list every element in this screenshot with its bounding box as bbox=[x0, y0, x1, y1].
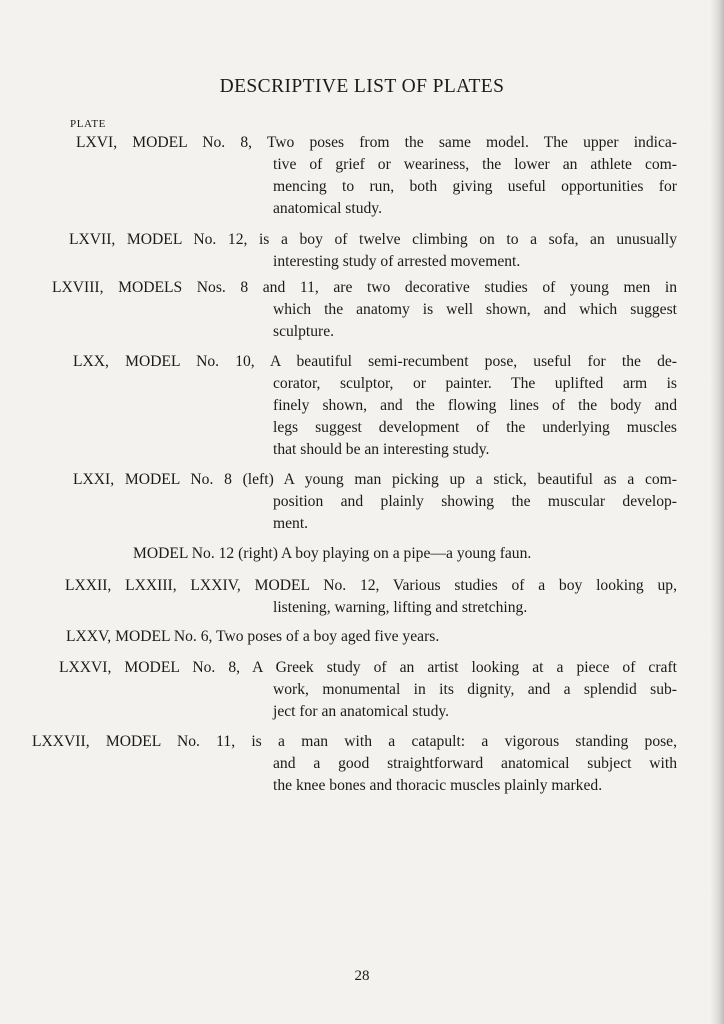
entry-lxx-line-4: legs suggest development of the underlying muscles bbox=[273, 419, 677, 436]
entry-lxxvii-line-1: LXXVII, MODEL No. 11, is a man with a catapult: a vigorous standing pose, bbox=[32, 733, 677, 750]
entry-lxvii-line-2: interesting study of arrested movement. bbox=[273, 253, 521, 270]
entry-lxvi-line-3: mencing to run, both giving useful opportunities for bbox=[273, 178, 677, 195]
entry-lxxii-line-2: listening, warning, lifting and stretching. bbox=[273, 599, 528, 616]
entry-lxxvi-line-1: LXXVI, MODEL No. 8, A Greek study of an artist looking at a piece of craft bbox=[59, 659, 677, 676]
page-number: 28 bbox=[354, 968, 370, 984]
entry-lxxvi-line-2: work, monumental in its dignity, and a splendid sub- bbox=[273, 681, 677, 698]
entry-lxxvi-line-3: ject for an anatomical study. bbox=[273, 703, 450, 720]
entry-lxxv-line-1: LXXV, MODEL No. 6, Two poses of a boy aged five years. bbox=[66, 628, 440, 645]
entry-lxxvii-line-3: the knee bones and thoracic muscles plainly marked. bbox=[273, 777, 603, 794]
page-edge-shadow bbox=[710, 0, 724, 1024]
entry-lxx-line-3: finely shown, and the flowing lines of the body and bbox=[273, 397, 677, 414]
entry-lxx-line-1: LXX, MODEL No. 10, A beautiful semi-recumbent pose, useful for the de- bbox=[73, 353, 677, 370]
entry-lxvi-line-2: tive of grief or weariness, the lower an athlete com- bbox=[273, 156, 677, 173]
entry-lxvi-line-1: LXVI, MODEL No. 8, Two poses from the same model. The upper indica- bbox=[76, 134, 677, 151]
entry-lxviii-line-2: which the anatomy is well shown, and which suggest bbox=[273, 301, 677, 318]
entry-lxxii-line-1: LXXII, LXXIII, LXXIV, MODEL No. 12, Various studies of a boy looking up, bbox=[65, 577, 677, 594]
entry-lxxvii-line-2: and a good straightforward anatomical subject with bbox=[273, 755, 677, 772]
entry-lxx-line-2: corator, sculptor, or painter. The uplifted arm is bbox=[273, 375, 677, 392]
entry-lxxi-line-1: LXXI, MODEL No. 8 (left) A young man picking up a stick, beautiful as a com- bbox=[73, 471, 677, 488]
entry-lxxi-line-2: position and plainly showing the muscular develop- bbox=[273, 493, 677, 510]
entry-lxvii-line-1: LXVII, MODEL No. 12, is a boy of twelve climbing on to a sofa, an unusually bbox=[69, 231, 677, 248]
entry-lxviii-line-1: LXVIII, MODELS Nos. 8 and 11, are two decorative studies of young men in bbox=[52, 279, 677, 296]
page-title: DESCRIPTIVE LIST OF PLATES bbox=[219, 76, 505, 97]
entry-lxx-line-5: that should be an interesting study. bbox=[273, 441, 490, 458]
entry-lxxi-line-3: ment. bbox=[273, 515, 309, 532]
plate-column-label: PLATE bbox=[70, 118, 106, 130]
entry-lxxi-right-line-1: MODEL No. 12 (right) A boy playing on a pipe—a young faun. bbox=[133, 545, 532, 562]
entry-lxvi-line-4: anatomical study. bbox=[273, 200, 382, 217]
entry-lxviii-line-3: sculpture. bbox=[273, 323, 335, 340]
